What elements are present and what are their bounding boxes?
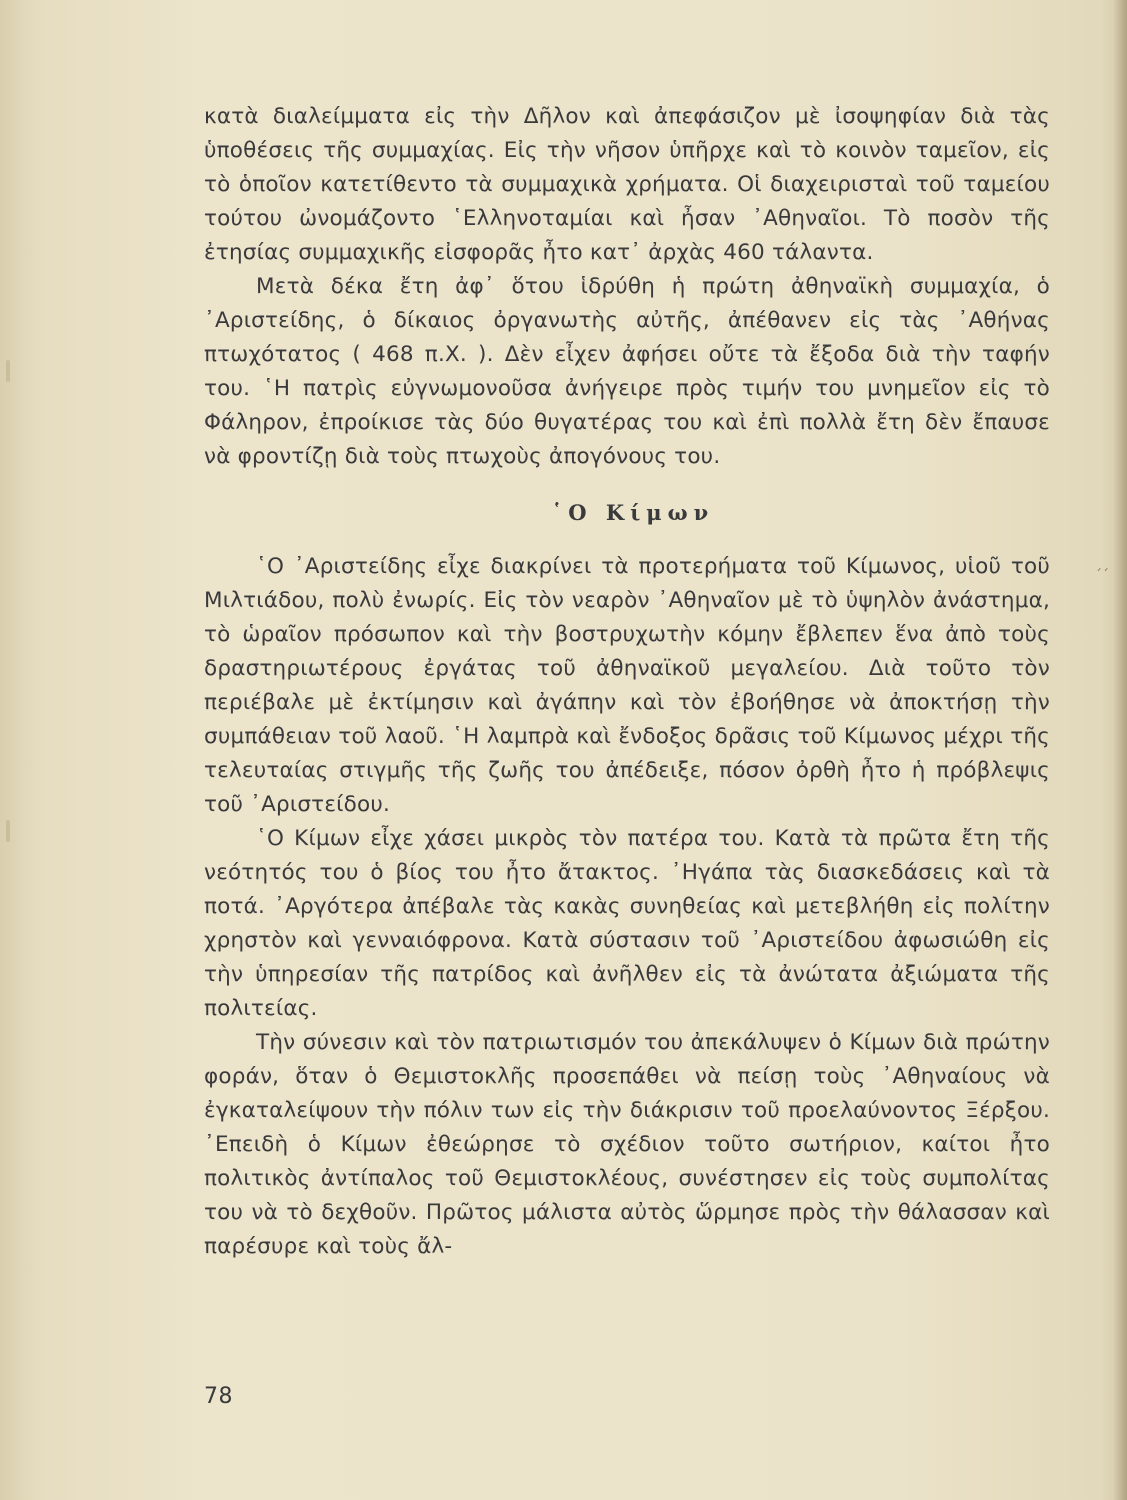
body-text <box>204 100 1050 1264</box>
section-paragraph-3: Τὴν σύνεσιν καὶ τὸν πατριωτισμόν του ἀπεκάλυψεν ὁ Κίμων διὰ πρώτην φοράν, ὅταν ὁ Θεμιστοκλῆς προσεπάθει νὰ πείσῃ τοὺς ᾿Αθηναίους νὰ ἐγκαταλείψουν τὴν πόλιν των εἰς τὴν διάκρισιν τοῦ προελαύνοντος Ξέρξου. ᾿Επειδὴ ὁ Κίμων ἐθεώρησε τὸ σχέδιον τοῦτο σωτήριον, καίτοι ἦτο πολιτικὸς ἀντίπαλος τοῦ Θεμιστοκλέους, συνέστησεν εἰς τοὺς συμπολίτας του νὰ τὸ δεχθοῦν. Πρῶτος μάλιστα αὐτὸς ὥρμησε πρὸς τὴν θάλασσαν καὶ παρέσυρε καὶ τοὺς ἄλ- <box>204 1030 1050 1259</box>
section-paragraph-2: ῾Ο Κίμων εἶχε χάσει μικρὸς τὸν πατέρα του. Κατὰ τὰ πρῶτα ἔτη τῆς νεότητός του ὁ βίος του ἦτο ἄτακτος. ᾿Ηγάπα τὰς διασκεδάσεις καὶ τὰ ποτά. ᾿Αργότερα ἀπέβαλε τὰς κακὰς συνηθείας καὶ μετεβλήθη εἰς πολίτην χρηστὸν καὶ γενναιόφρονα. Κατὰ σύστασιν τοῦ ᾿Αριστείδου ἀφωσιώθη εἰς τὴν ὑπηρεσίαν τῆς πατρίδος καὶ ἀνῆλθεν εἰς τὰ ἀνώτατα ἀξιώματα τῆς πολιτείας. <box>204 826 1050 1021</box>
section-paragraph-1: ῾Ο ᾿Αριστείδης εἶχε διακρίνει τὰ προτερήματα τοῦ Κίμωνος, υἱοῦ τοῦ Μιλτιάδου, πολὺ ἐνωρίς. Εἰς τὸν νεαρὸν ᾿Αθηναῖον μὲ τὸ ὑψηλὸν ἀνάστημα, τὸ ὡραῖον πρόσωπον καὶ τὴν βοστρυχωτὴν κόμην ἔβλεπεν ἕνα ἀπὸ τοὺς δραστηριωτέρους ἐργάτας τοῦ ἀθηναϊκοῦ μεγαλείου. Διὰ τοῦτο τὸν περιέβαλε μὲ ἐκτίμησιν καὶ ἀγάπην καὶ τὸν ἐβοήθησε νὰ ἀποκτήσῃ τὴν συμπάθειαν τοῦ λαοῦ. ῾Η λαμπρὰ καὶ ἔνδοξος δρᾶσις τοῦ Κίμωνος μέχρι τῆς τελευταίας στιγμῆς τῆς ζωῆς του ἀπέδειξε, πόσον ὀρθὴ ἦτο ἡ πρόβλεψις τοῦ ᾿Αριστείδου. <box>204 554 1050 817</box>
paragraph-2: Μετὰ δέκα ἔτη ἀφ᾿ ὅτου ἱδρύθη ἡ πρώτη ἀθηναϊκὴ συμμαχία, ὁ ᾿Αριστείδης, ὁ δίκαιος ὀργανωτὴς αὐτῆς, ἀπέθανεν εἰς τὰς ᾿Αθήνας πτωχότατος ( 468 π.Χ. ). Δὲν εἶχεν ἀφήσει οὔτε τὰ ἔξοδα διὰ τὴν ταφήν του. ῾Η πατρὶς εὐγνωμονοῦσα ἀνήγειρε πρὸς τιμήν του μνημεῖον εἰς τὸ Φάληρον, ἐπροίκισε τὰς δύο θυγατέρας του καὶ ἐπὶ πολλὰ ἔτη δὲν ἔπαυσε νὰ φροντίζῃ διὰ τοὺς πτωχοὺς ἀπογόνους του. <box>204 274 1050 469</box>
page-edge-shadow <box>1113 0 1127 1500</box>
margin-speck <box>6 820 10 842</box>
margin-speck <box>6 360 10 382</box>
section-heading: ῾Ο Κίμων <box>551 500 715 525</box>
margin-mark: ´´ <box>1095 568 1109 584</box>
paragraph-1: κατὰ διαλείμματα εἰς τὴν Δῆλον καὶ ἀπεφάσιζον μὲ ἰσοψηφίαν διὰ τὰς ὑποθέσεις τῆς συμμαχίας. Εἰς τὴν νῆσον ὑπῆρχε καὶ τὸ κοινὸν ταμεῖον, εἰς τὸ ὁποῖον κατετίθεντο τὰ συμμαχικὰ χρήματα. Οἱ διαχειρισταὶ τοῦ ταμείου τούτου ὠνομάζοντο ῾Ελληνοταμίαι καὶ ἦσαν ᾿Αθηναῖοι. Τὸ ποσὸν τῆς ἐτησίας συμμαχικῆς εἰσφορᾶς ἦτο κατ᾿ ἀρχὰς 460 τάλαντα. <box>204 104 1050 265</box>
page-number: 78 <box>204 1384 233 1409</box>
